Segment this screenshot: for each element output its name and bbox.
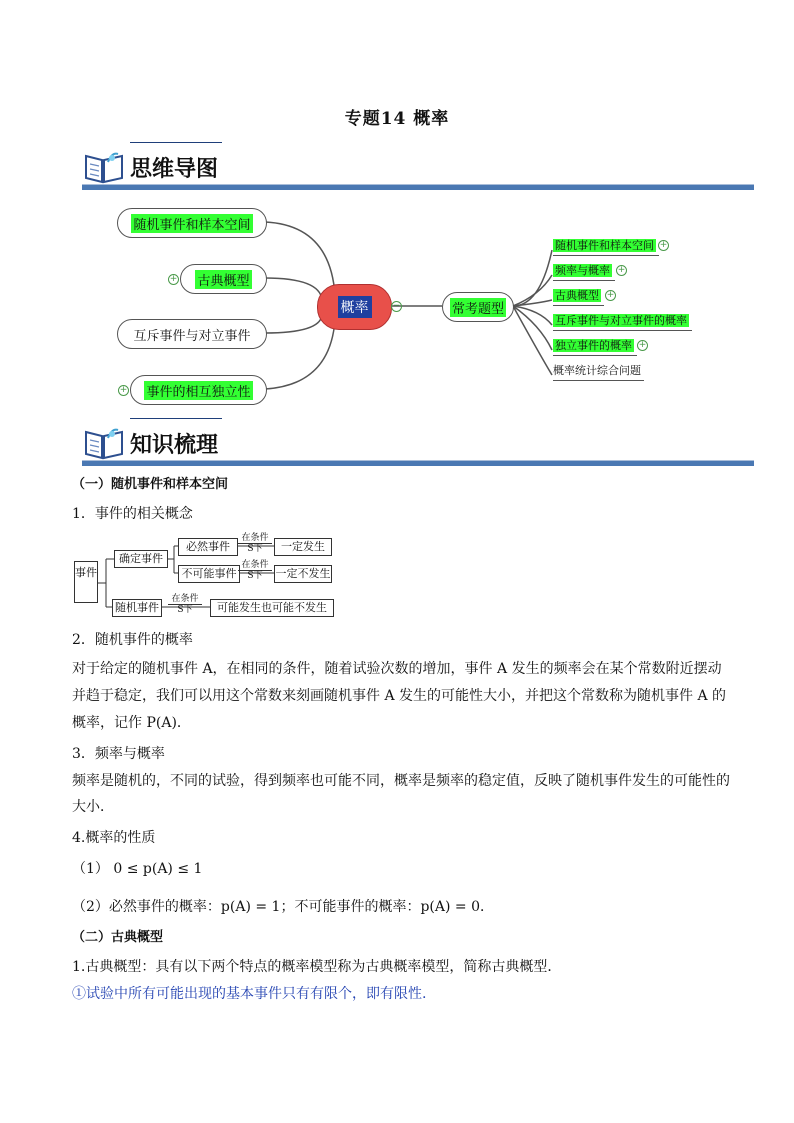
- tree-impossible-result-box: 一定不发生: [274, 565, 332, 583]
- mindmap-right-node-3[interactable]: 古典概型: [553, 287, 604, 306]
- mindmap-left-node-1[interactable]: 随机事件和样本空间: [117, 208, 267, 238]
- mindmap-mid-node[interactable]: 常考题型: [442, 292, 514, 322]
- expand-icon[interactable]: +: [606, 290, 615, 300]
- event-classification-tree: [72, 533, 342, 623]
- tree-sure-result-box: 一定发生: [274, 538, 332, 556]
- book-icon: [82, 424, 126, 460]
- property-1: （1） 0 ≤ p(A) ≤ 1: [72, 861, 203, 877]
- section-1-title: （一）随机事件和样本空间: [72, 477, 229, 492]
- section-2-title: （二）古典概型: [72, 930, 164, 945]
- mindmap-right-node-5[interactable]: 独立事件的概率: [553, 337, 637, 356]
- section-heading-mindmap: [82, 142, 754, 190]
- expand-icon[interactable]: +: [617, 265, 626, 275]
- mindmap-right-node-4[interactable]: 互斥事件与对立事件的概率: [553, 312, 692, 331]
- expand-icon[interactable]: +: [659, 240, 668, 250]
- expand-icon[interactable]: +: [638, 340, 647, 350]
- paragraph-body: 1.古典概型：具有以下两个特点的概率模型称为古典概率模型，简称古典概型．: [72, 959, 562, 975]
- collapse-icon[interactable]: −: [392, 301, 401, 311]
- mindmap-center-node[interactable]: 概率: [317, 284, 392, 330]
- mindmap-left-node-3[interactable]: 互斥事件与对立事件: [117, 319, 267, 349]
- paragraph-body: 频率是随机的，不同的试验，得到频率也可能不同，概率是频率的稳定值，反映了随机事件发生的可能性的大小．: [72, 773, 730, 815]
- tree-random-result-box: 可能发生也可能不发生: [210, 599, 334, 617]
- property-2: （2）必然事件的概率：p(A) = 1；不可能事件的概率：p(A) = 0．: [72, 899, 494, 915]
- book-icon: [82, 148, 126, 184]
- mind-map: [0, 195, 794, 415]
- tree-impossible-box: 不可能事件: [178, 565, 240, 583]
- paragraph-title: 1．事件的相关概念: [72, 506, 193, 522]
- tree-random-box: 随机事件: [112, 599, 162, 617]
- mindmap-left-node-4[interactable]: 事件的相互独立性: [130, 375, 267, 405]
- paragraph-title: 2．随机事件的概率: [72, 632, 193, 648]
- section-heading-text: 思维导图: [130, 157, 219, 182]
- mindmap-right-node-1[interactable]: 随机事件和样本空间: [553, 237, 659, 256]
- paragraph-body-highlight: ①试验中所有可能出现的基本事件只有有限个，即有限性.: [72, 986, 427, 1002]
- expand-icon[interactable]: +: [119, 385, 128, 395]
- mindmap-left-node-2[interactable]: 古典概型: [180, 264, 267, 294]
- mindmap-right-node-2[interactable]: 频率与概率: [553, 262, 615, 281]
- mindmap-right-node-6[interactable]: 概率统计综合问题: [553, 362, 644, 381]
- condition-label: 在条件 S下: [238, 560, 272, 581]
- paragraph-title: 3．频率与概率: [72, 746, 165, 762]
- tree-certain-box: 确定事件: [114, 550, 168, 568]
- tree-sure-box: 必然事件: [178, 538, 238, 556]
- section-heading-text: 知识梳理: [130, 433, 219, 458]
- tree-root-box: 事件: [74, 561, 98, 603]
- paragraph-title: 4.概率的性质: [72, 830, 156, 846]
- section-heading-knowledge: [82, 418, 754, 466]
- condition-label: 在条件 S下: [168, 594, 202, 615]
- paragraph-body: 对于给定的随机事件 A，在相同的条件，随着试验次数的增加，事件 A 发生的频率会在某个常数附近摆动并趋于稳定，我们可以用这个常数来刻画随机事件 A 发生的可能性大小，并把这个常数称为随机事件 A 的概率，记作 P(A)．: [72, 661, 727, 731]
- document-title: 专题14 概率: [344, 109, 450, 129]
- condition-label: 在条件 S下: [238, 533, 272, 554]
- expand-icon[interactable]: +: [169, 274, 178, 284]
